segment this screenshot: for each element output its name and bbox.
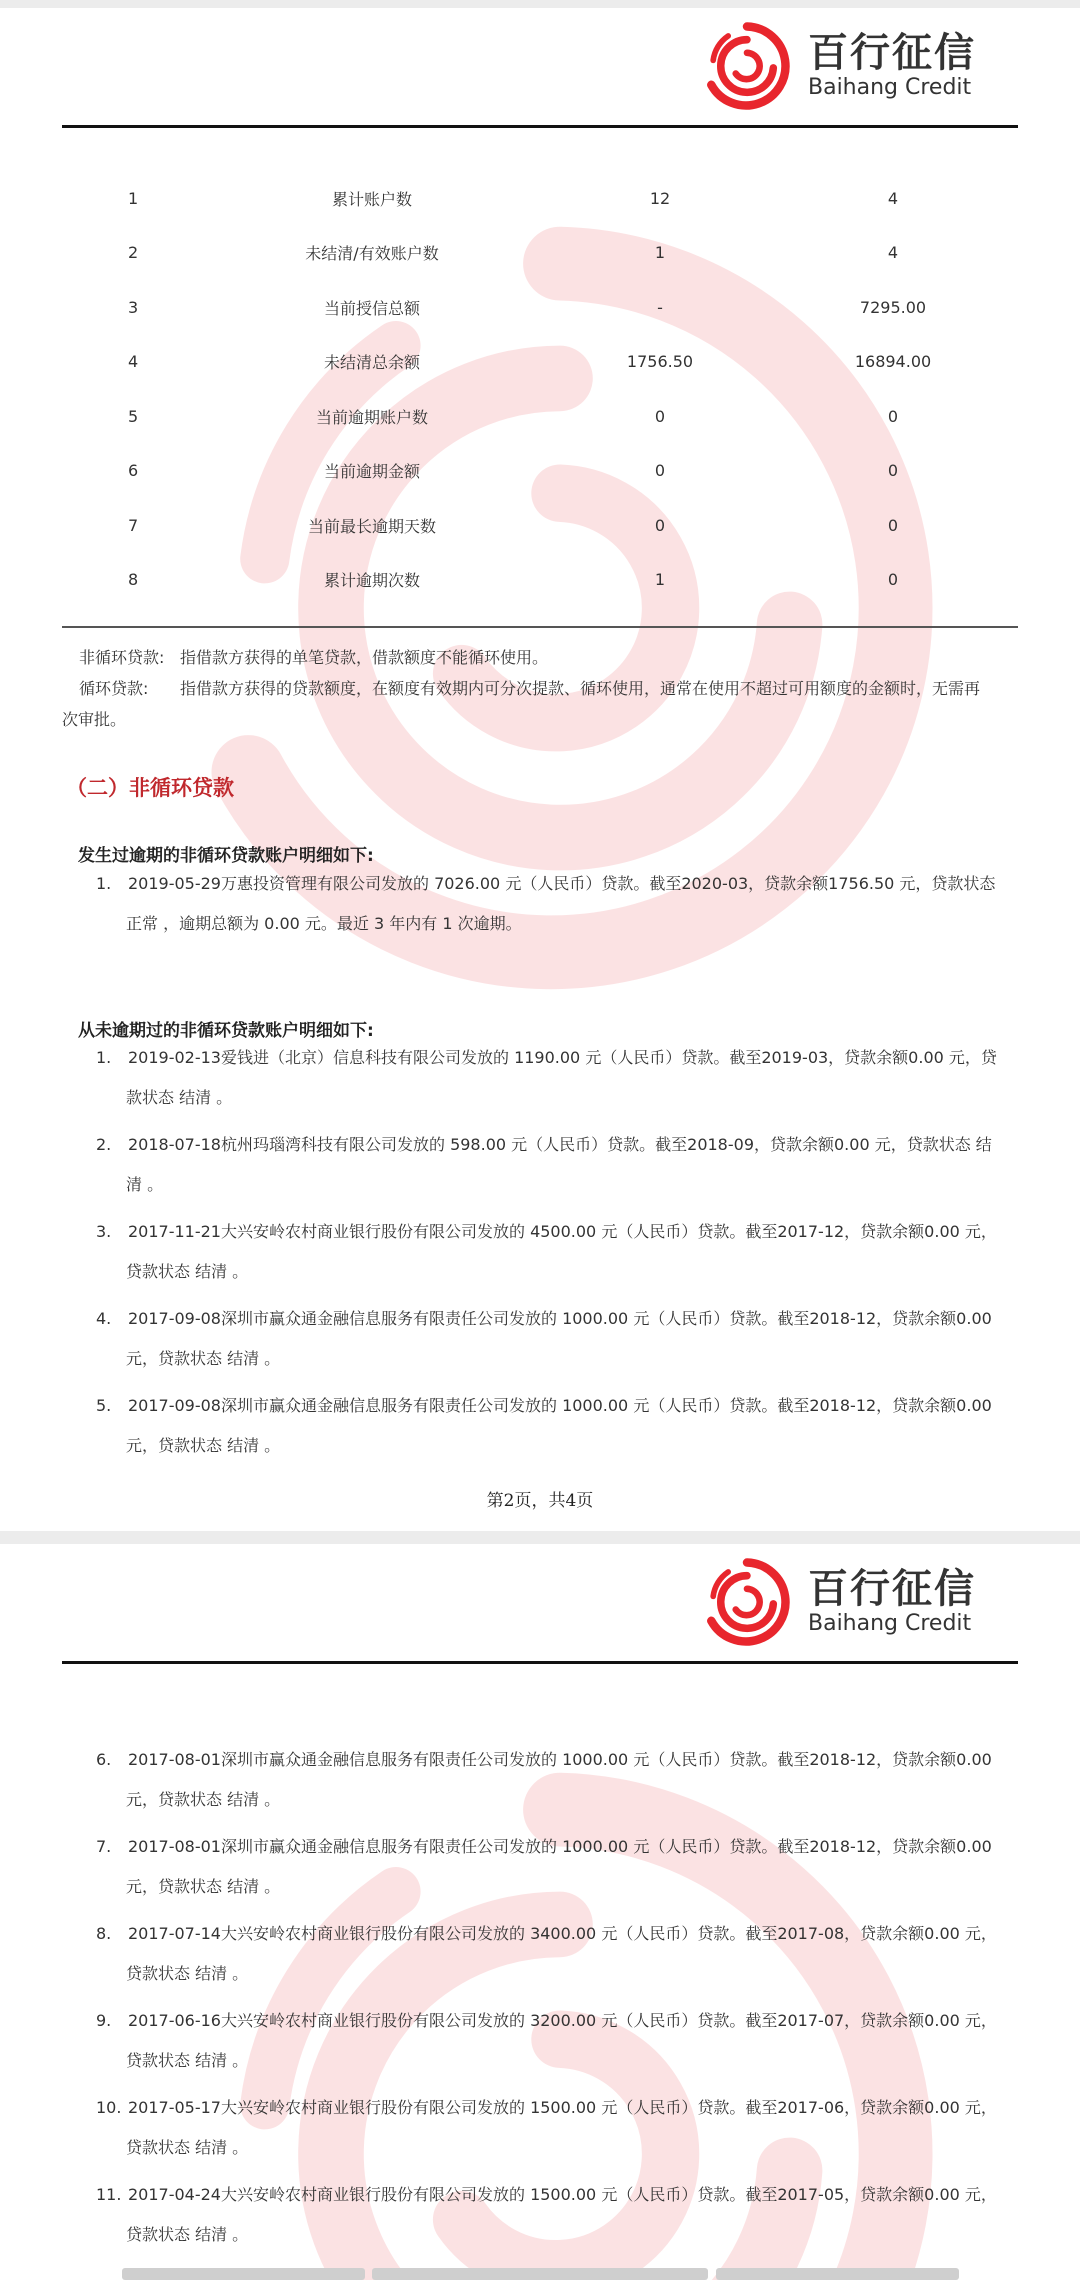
brand-name-cn: 百行征信 [808, 1565, 976, 1612]
entry-text-continued: 贷款状态 结清 。 [126, 2225, 249, 2244]
table-bottom-divider [62, 626, 1018, 628]
note-definition: 指借款方获得的贷款额度，在额度有效期内可分次提款、循环使用，通常在使用不超过可用额度的金额时，无需再 [180, 679, 981, 698]
row-number: 7 [128, 515, 139, 535]
entry-line [78, 1212, 1008, 1252]
loan-entry [78, 1038, 1008, 1118]
entry-number: 7. [96, 1837, 112, 1856]
entry-number: 1. [96, 874, 112, 893]
entry-text-continued: 元，贷款状态 结清 。 [126, 1436, 281, 1455]
note-term: 循环贷款: [79, 679, 149, 698]
revolving-value: 0 [887, 570, 899, 590]
revolving-value: 0 [887, 461, 899, 481]
entry-text: 2017-11-21大兴安岭农村商业银行股份有限公司发放的 4500.00 元（人民币）贷款。截至2017-12，贷款余额0.00 元， [128, 1222, 997, 1241]
entry-text: 2018-07-18杭州玛瑙湾科技有限公司发放的 598.00 元（人民币）贷款。截至2018-09，贷款余额0.00 元，贷款状态 结 [128, 1135, 992, 1154]
entry-text: 2017-04-24大兴安岭农村商业银行股份有限公司发放的 1500.00 元（人民币）贷款。截至2017-05，贷款余额0.00 元， [128, 2185, 997, 2204]
revolving-value: 16894.00 [854, 352, 932, 372]
loan-entry [78, 1299, 1008, 1379]
row-label: 累计账户数 [331, 189, 412, 209]
entry-text: 2017-08-01深圳市赢众通金融信息服务有限责任公司发放的 1000.00 元（人民币）贷款。截至2018-12，贷款余额0.00 [128, 1750, 992, 1769]
row-number: 3 [128, 297, 139, 317]
entry-text: 2017-07-14大兴安岭农村商业银行股份有限公司发放的 3400.00 元（人民币）贷款。截至2017-08，贷款余额0.00 元， [128, 1924, 997, 1943]
row-label: 当前授信总额 [323, 298, 420, 318]
entry-number: 1. [96, 1048, 112, 1067]
summary-row [62, 498, 1018, 553]
brand-logo [700, 16, 976, 116]
row-number: 4 [128, 352, 139, 372]
row-label: 累计逾期次数 [323, 571, 420, 591]
row-label: 当前逾期账户数 [315, 407, 428, 427]
scroll-indicator[interactable] [372, 2268, 708, 2280]
brand-name-en: Baihang Credit [808, 1610, 972, 1636]
summary-row [62, 226, 1018, 281]
summary-row [62, 444, 1018, 499]
non-revolving-value: - [657, 297, 663, 317]
loan-entry [78, 2001, 1008, 2081]
entry-number: 4. [96, 1309, 112, 1328]
entry-text-continued: 元，贷款状态 结清 。 [126, 1877, 281, 1896]
entry-number: 11. [96, 2185, 122, 2204]
entry-text-continued: 贷款状态 结清 。 [126, 2138, 249, 2157]
summary-row [62, 553, 1018, 608]
entry-text-continued: 贷款状态 结清 。 [126, 2051, 249, 2070]
row-label: 当前最长逾期天数 [307, 516, 436, 536]
entry-line [78, 2175, 1008, 2215]
entry-number: 8. [96, 1924, 112, 1943]
entry-line [78, 1299, 1008, 1339]
note-term: 非循环贷款: [79, 648, 165, 667]
baihang-logo-icon [700, 19, 794, 113]
entry-line [78, 1914, 1008, 1954]
loan-entry [78, 2088, 1008, 2168]
row-label: 未结清总余额 [323, 353, 420, 373]
entry-line [78, 864, 1008, 904]
revolving-value: 0 [887, 515, 899, 535]
scroll-indicator[interactable] [716, 2268, 959, 2280]
entry-line [78, 2001, 1008, 2041]
non-revolving-value: 1756.50 [626, 352, 694, 372]
entry-number: 6. [96, 1750, 112, 1769]
summary-row [62, 171, 1018, 226]
row-number: 8 [128, 570, 139, 590]
entry-number: 9. [96, 2011, 112, 2030]
entry-line [78, 2088, 1008, 2128]
baihang-logo-icon [700, 1555, 794, 1649]
entry-text-continued: 正常 ，逾期总额为 0.00 元。最近 3 年内有 1 次逾期。 [126, 914, 522, 933]
summary-table [62, 171, 1018, 607]
revolving-value: 0 [887, 406, 899, 426]
summary-row [62, 389, 1018, 444]
page-number: 第2页，共4页 [486, 1491, 594, 1511]
report-page-2 [0, 1544, 1080, 2280]
row-label: 未结清/有效账户数 [305, 244, 439, 264]
entry-text: 2017-06-16大兴安岭农村商业银行股份有限公司发放的 3200.00 元（人民币）贷款。截至2017-07，贷款余额0.00 元， [128, 2011, 997, 2030]
brand-name-cn: 百行征信 [808, 29, 976, 76]
row-label: 当前逾期金额 [323, 462, 420, 482]
brand-name-en: Baihang Credit [808, 74, 972, 100]
entry-text-continued: 款状态 结清 。 [126, 1088, 233, 1107]
never-overdue-list-heading: 从未逾期过的非循环贷款账户明细如下: [78, 1021, 374, 1041]
entry-number: 10. [96, 2098, 122, 2117]
note-definition-continued: 次审批。 [62, 710, 127, 729]
row-number: 2 [128, 243, 139, 263]
row-number: 6 [128, 461, 139, 481]
non-revolving-value: 0 [654, 515, 666, 535]
loan-entry [78, 1740, 1008, 1820]
section-title: （二）非循环贷款 [66, 775, 234, 800]
entry-text-continued: 元，贷款状态 结清 。 [126, 1790, 281, 1809]
entry-number: 2. [96, 1135, 112, 1154]
non-revolving-value: 1 [654, 243, 666, 263]
row-number: 5 [128, 406, 139, 426]
entry-text-continued: 元，贷款状态 结清 。 [126, 1349, 281, 1368]
entry-text-continued: 贷款状态 结清 。 [126, 1262, 249, 1281]
loan-entry [78, 1827, 1008, 1907]
brand-logo [700, 1552, 976, 1652]
header-divider [62, 1661, 1018, 1664]
non-revolving-value: 1 [654, 570, 666, 590]
scroll-indicator[interactable] [122, 2268, 365, 2280]
note-revolving [62, 673, 1018, 735]
revolving-value: 4 [887, 243, 899, 263]
entry-line [78, 1125, 1008, 1165]
note-definition: 指借款方获得的单笔贷款，借款额度不能循环使用。 [180, 648, 549, 667]
summary-row [62, 335, 1018, 390]
entry-text: 2017-09-08深圳市赢众通金融信息服务有限责任公司发放的 1000.00 元（人民币）贷款。截至2018-12，贷款余额0.00 [128, 1396, 992, 1415]
loan-entry [78, 1386, 1008, 1466]
entry-text: 2019-05-29万惠投资管理有限公司发放的 7026.00 元（人民币）贷款。截至2020-03，贷款余额1756.50 元，贷款状态 [128, 874, 996, 893]
entry-line [78, 1740, 1008, 1780]
non-revolving-value: 0 [654, 406, 666, 426]
revolving-value: 7295.00 [859, 297, 927, 317]
entry-text: 2017-05-17大兴安岭农村商业银行股份有限公司发放的 1500.00 元（人民币）贷款。截至2017-06，贷款余额0.00 元， [128, 2098, 997, 2117]
loan-entry [78, 1212, 1008, 1292]
entry-number: 3. [96, 1222, 112, 1241]
entry-text-continued: 贷款状态 结清 。 [126, 1964, 249, 1983]
entry-number: 5. [96, 1396, 112, 1415]
entry-line [78, 1038, 1008, 1078]
loan-entry [78, 1914, 1008, 1994]
report-page-1 [0, 8, 1080, 1531]
note-non-revolving [62, 642, 1018, 673]
loan-entry [78, 2175, 1008, 2255]
loan-entry [78, 864, 1008, 944]
entry-line [78, 1827, 1008, 1867]
header-divider [62, 125, 1018, 128]
entry-text: 2019-02-13爱钱进（北京）信息科技有限公司发放的 1190.00 元（人民币）贷款。截至2019-03，贷款余额0.00 元，贷 [128, 1048, 997, 1067]
summary-row [62, 280, 1018, 335]
entry-line [78, 1386, 1008, 1426]
entry-text: 2017-09-08深圳市赢众通金融信息服务有限责任公司发放的 1000.00 元（人民币）贷款。截至2018-12，贷款余额0.00 [128, 1309, 992, 1328]
non-revolving-value: 12 [649, 188, 671, 208]
entry-text-continued: 清 。 [126, 1175, 164, 1194]
loan-entry [78, 1125, 1008, 1205]
overdue-list-heading: 发生过逾期的非循环贷款账户明细如下: [78, 846, 374, 866]
revolving-value: 4 [887, 188, 899, 208]
entry-text: 2017-08-01深圳市赢众通金融信息服务有限责任公司发放的 1000.00 元（人民币）贷款。截至2018-12，贷款余额0.00 [128, 1837, 992, 1856]
row-number: 1 [128, 188, 139, 208]
non-revolving-value: 0 [654, 461, 666, 481]
